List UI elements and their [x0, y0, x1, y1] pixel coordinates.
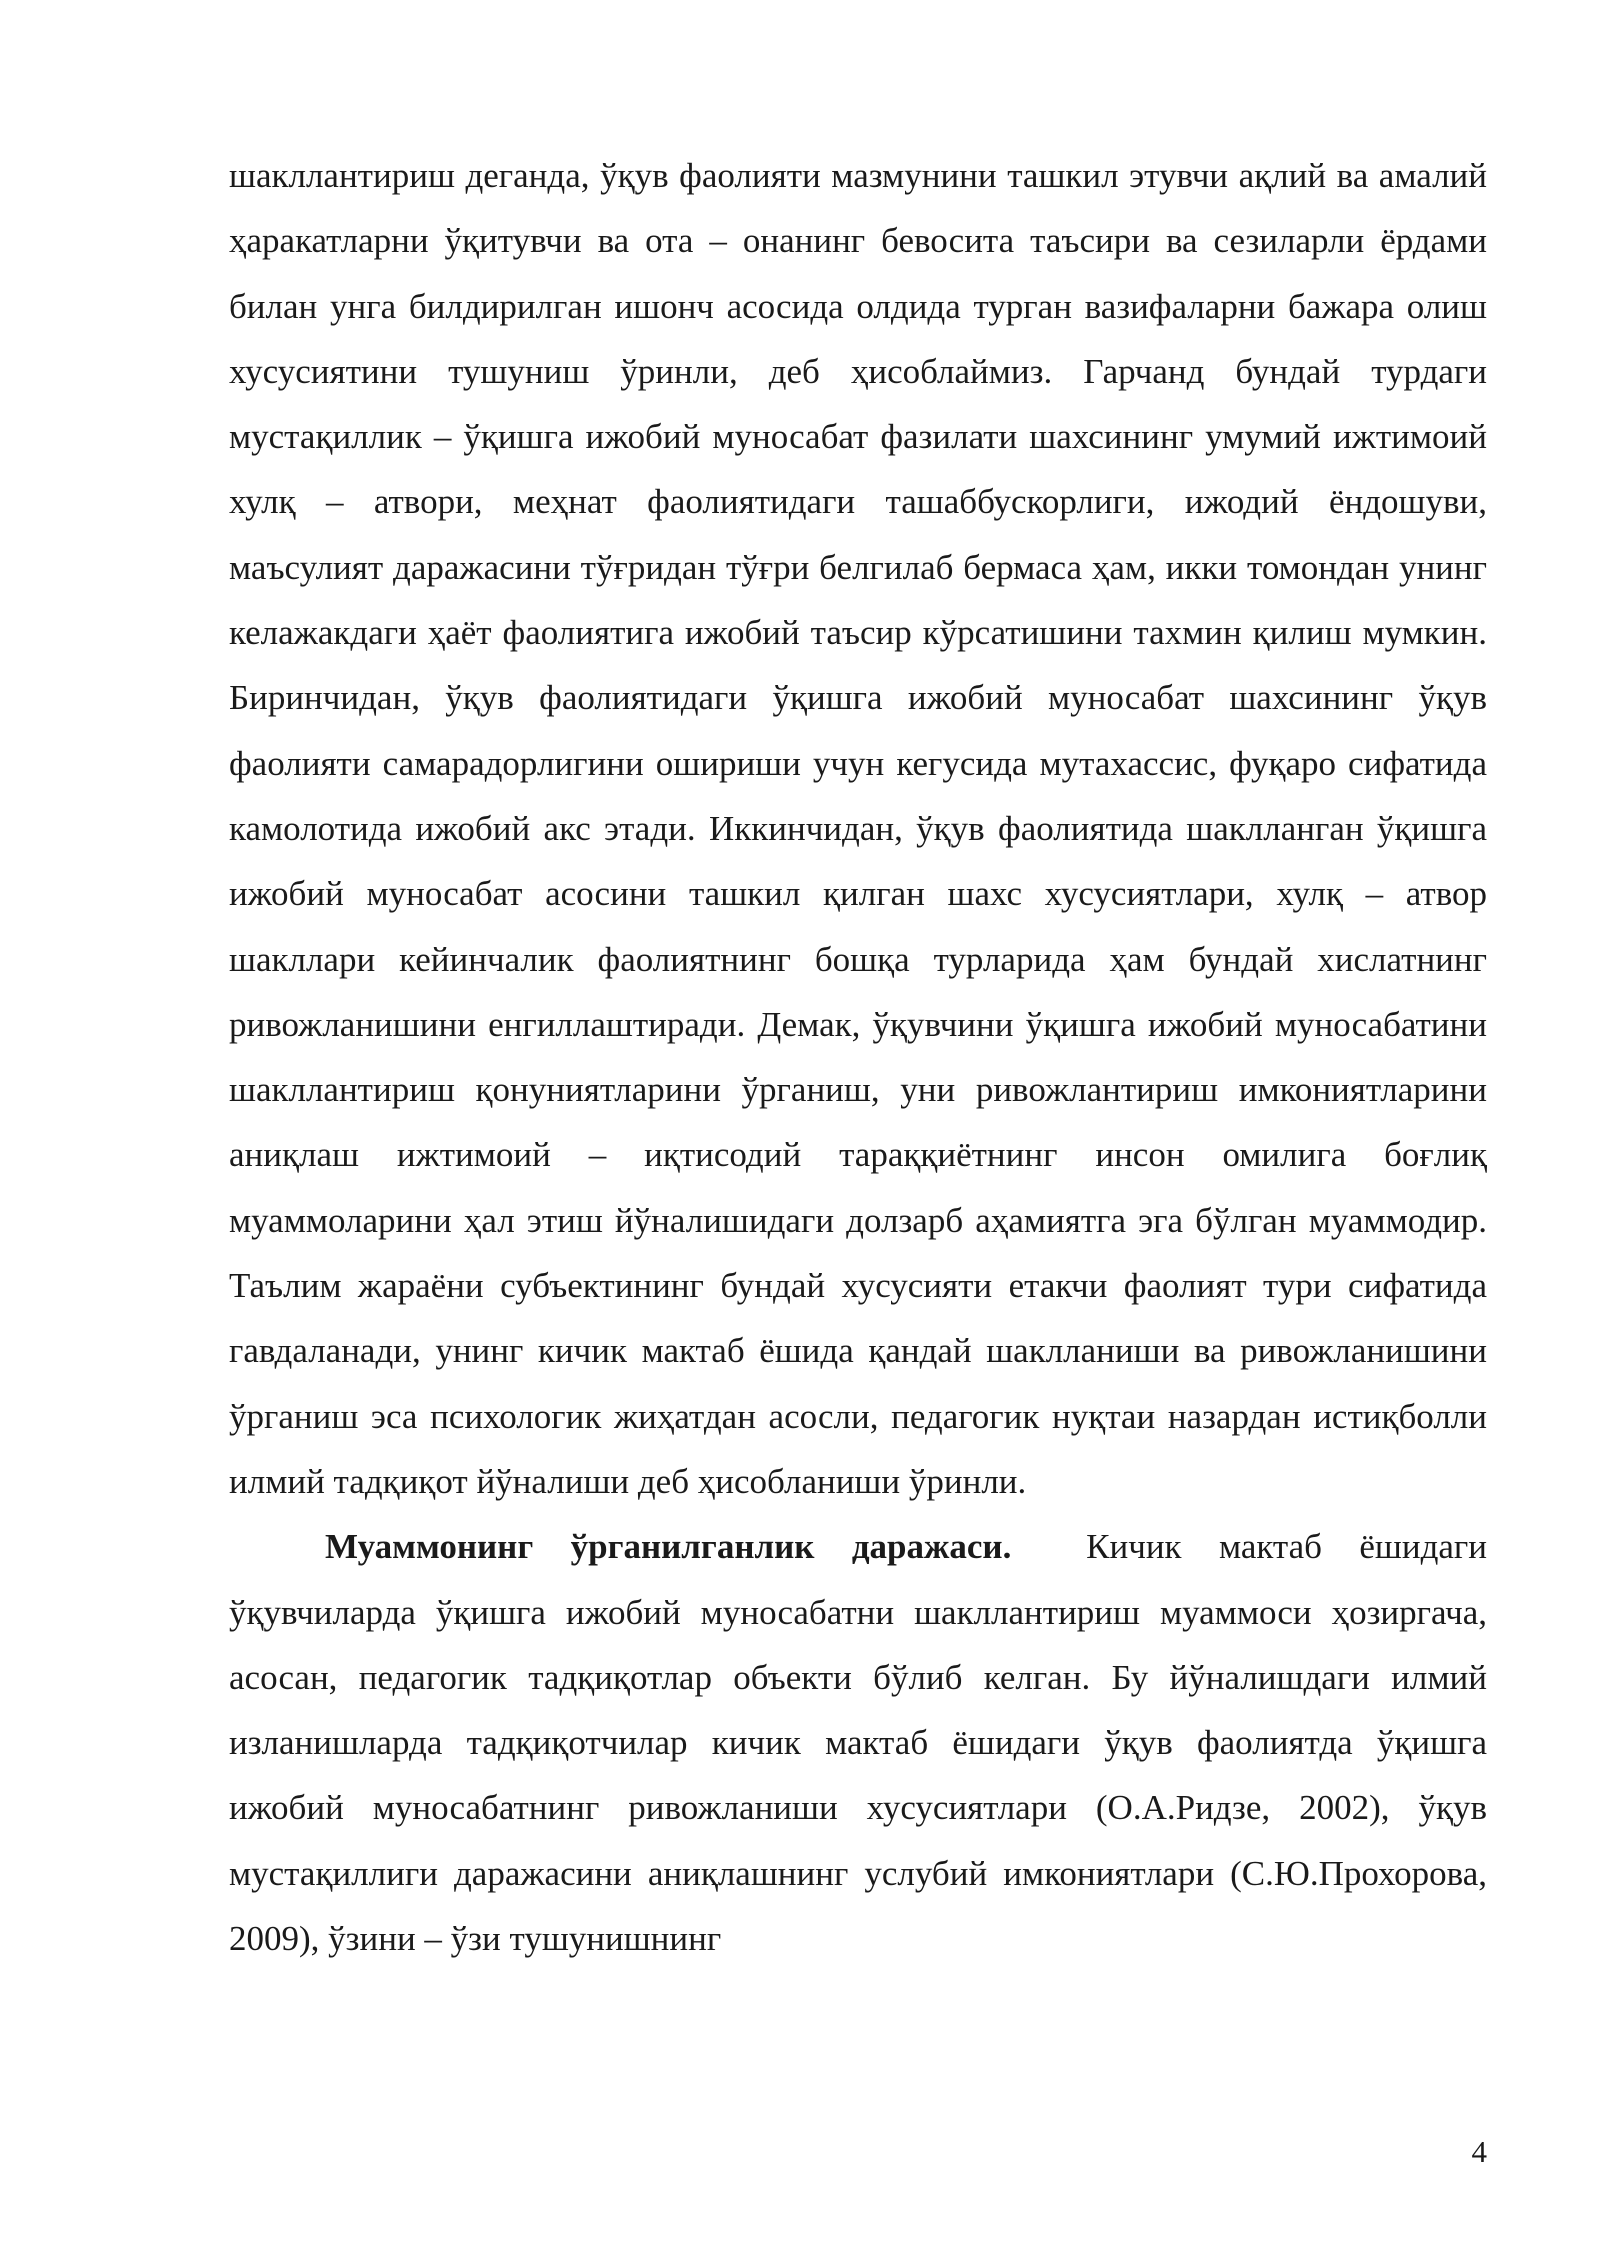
page-number: 4	[1471, 2134, 1487, 2169]
paragraph-2	[229, 1514, 1487, 1971]
body-text	[229, 143, 1487, 1971]
section-heading: Муаммонинг ўрганилганлик даражаси.	[325, 1527, 1012, 1567]
paragraph-2-text: Кичик мактаб ёшидаги ўқувчиларда ўқишга ижобий муносабатни шакллантириш муаммоси ҳозиргача, асосан, педагогик тадқиқотлар объекти бўлиб келган. Бу йўналишдаги илмий изланишларда тадқиқотчилар кичик мактаб ёшидаги ўқув фаолиятда ўқишга ижобий муносабатнинг ривожланиши хусусиятлари (О.А.Ридзе, 2002), ўқув мустақиллиги даражасини аниқлашнинг услубий имкониятлари (С.Ю.Прохорова, 2009), ўзини – ўзи тушунишнинг	[229, 1527, 1488, 1959]
paragraph-1: шакллантириш деганда, ўқув фаолияти мазмунини ташкил этувчи ақлий ва амалий ҳаракатларни ўқитувчи ва ота – онанинг бевосита таъсири ва сезиларли ёрдами билан унга билдирилган ишонч асосида олдида турган вазифаларни бажара олиш хусусиятини тушуниш ўринли, деб ҳисоблаймиз. Гарчанд бундай турдаги мустақиллик – ўқишга ижобий муносабат фазилати шахсининг умумий ижтимоий хулқ – атвори, меҳнат фаолиятидаги ташаббускорлиги, ижодий ёндошуви, маъсулият даражасини тўғридан тўғри белгилаб бермаса ҳам, икки томондан унинг келажакдаги ҳаёт фаолиятига ижобий таъсир кўрсатишини тахмин қилиш мумкин. Биринчидан, ўқув фаолиятидаги ўқишга ижобий муносабат шахсининг ўқув фаолияти самарадорлигини ошириши учун кегусида мутахассис, фуқаро сифатида камолотида ижобий акс этади. Иккинчидан, ўқув фаолиятида шаклланган ўқишга ижобий муносабат асосини ташкил қилган шахс хусусиятлари, хулқ – атвор шакллари кейинчалик фаолиятнинг бошқа турларида ҳам бундай хислатнинг ривожланишини енгиллаштиради. Демак, ўқувчини ўқишга ижобий муносабатини шакллантириш қонуниятларини ўрганиш, уни ривожлантириш имкониятларини аниқлаш ижтимоий – иқтисодий тараққиётнинг инсон омилига боғлиқ муаммоларини ҳал этиш йўналишидаги долзарб аҳамиятга эга бўлган муаммодир. Таълим жараёни субъектининг бундай хусусияти етакчи фаолият тури сифатида гавдаланади, унинг кичик мактаб ёшида қандай шаклланиши ва ривожланишини ўрганиш эса психологик жиҳатдан асосли, педагогик нуқтаи назардан истиқболли илмий тадқиқот йўналиши деб ҳисобланиши ўринли.	[229, 156, 1487, 1501]
